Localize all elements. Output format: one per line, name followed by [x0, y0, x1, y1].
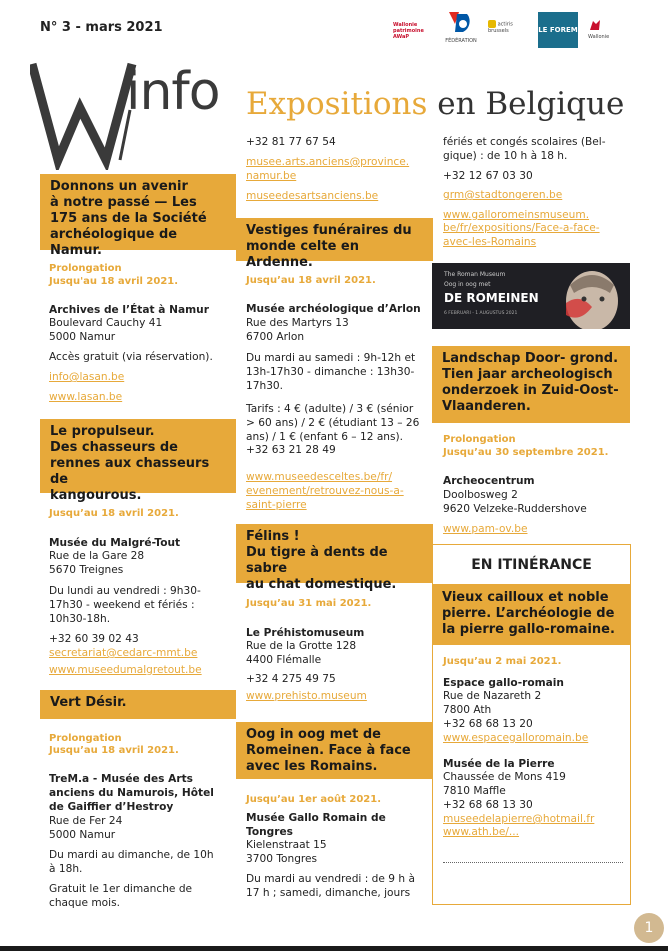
- actiris-square-icon: [488, 20, 496, 28]
- email-link[interactable]: namur.be: [246, 170, 297, 182]
- venue-name: Musée du Malgré-Tout: [49, 537, 181, 549]
- exhibit-title-line: Donnons un avenir: [50, 179, 188, 194]
- venue-name: de Gaiffier d’Hestroy: [49, 801, 174, 813]
- exhibit-title-line: Tien jaar archeologisch: [442, 367, 613, 382]
- phone-number: +32 4 275 49 75: [246, 673, 336, 685]
- exhibit-title-line: pierre. L’archéologie de: [442, 606, 615, 621]
- exhibit-date: Jusqu’au 2 mai 2021.: [443, 656, 562, 667]
- tarifs: > 60 ans) / 2 € (étudiant 13 – 26: [246, 417, 420, 429]
- website-link[interactable]: www.pam-ov.be: [443, 523, 528, 535]
- exhibit-title-box: [236, 218, 433, 270]
- partner-logo-actiris-label: actiris brussels: [488, 21, 513, 34]
- website-link[interactable]: www.prehisto.museum: [246, 690, 367, 702]
- poster-museum-name: The Roman Museum: [444, 271, 506, 278]
- exhibit-title-line: onderzoek in Zuid-Oost-: [442, 383, 619, 398]
- venue-address: 5000 Namur: [49, 331, 116, 343]
- phone-number: +32 12 67 03 30: [443, 170, 533, 182]
- exhibit-title-box: [236, 524, 433, 592]
- venue-name: anciens du Namurois, Hôtel: [49, 787, 214, 799]
- venue-name: Musée de la Pierre: [443, 758, 555, 770]
- exhibit-title-line: à notre passé — Les: [50, 195, 197, 210]
- exhibit-date: Jusqu’au 18 avril 2021.: [246, 275, 376, 286]
- venue-address: Rue des Martyrs 13: [246, 317, 349, 329]
- venue-name: TreM.a - Musée des Arts: [49, 773, 193, 785]
- venue-name: Archeocentrum: [443, 475, 535, 487]
- venue-address: Rue de la Gare 28: [49, 550, 145, 562]
- exhibit-title-box: [432, 585, 631, 645]
- roman-face-icon: [550, 263, 630, 329]
- venue-address: Rue de la Grotte 128: [246, 640, 357, 652]
- website-link[interactable]: www.museedesceltes.be/fr/: [246, 471, 393, 483]
- exhibit-title-box: [40, 690, 236, 719]
- exhibit-title-line: Oog in oog met de: [246, 727, 381, 742]
- partner-logo-wallonie: [588, 18, 624, 40]
- website-link[interactable]: be/fr/expositions/Face-a-face-: [443, 222, 600, 234]
- poster-title: DE ROMEINEN: [444, 291, 539, 305]
- website-link[interactable]: museedesartsanciens.be: [246, 190, 379, 202]
- exhibit-title-line: Des chasseurs de: [50, 440, 178, 455]
- website-link[interactable]: www.espacegalloromain.be: [443, 732, 589, 744]
- free-entry-info: Gratuit le 1er dimanche de: [49, 883, 193, 895]
- section-heading-itinerance: EN ITINÉRANCE: [432, 544, 631, 585]
- email-link[interactable]: musee.arts.anciens@province.: [246, 156, 410, 168]
- opening-hours: 17 h ; samedi, dimanche, jours: [246, 887, 411, 899]
- opening-hours: Du mardi au samedi : 9h-12h et: [246, 352, 416, 364]
- opening-hours: 13h-17h30 - dimanche : 13h30-: [246, 366, 415, 378]
- exhibition-poster: [432, 263, 630, 329]
- venue-name: Musée Gallo Romain de: [246, 812, 386, 824]
- partner-logos: [393, 10, 629, 50]
- exhibit-date: Jusqu’au 31 mai 2021.: [246, 598, 372, 609]
- venue-address: 3700 Tongres: [246, 853, 318, 865]
- venue-address: Chaussée de Mons 419: [443, 771, 566, 783]
- page-title: [246, 86, 624, 122]
- opening-hours: fériés et congés scolaires (Bel-: [443, 136, 606, 148]
- page-title-part2: en Belgique: [437, 86, 625, 122]
- partner-logo-federation-label: FÉDÉRATION: [445, 38, 477, 44]
- exhibit-title-line: archéologique de Namur.: [50, 227, 178, 258]
- opening-hours: 17h30.: [246, 380, 284, 392]
- phone-number: +32 81 77 67 54: [246, 136, 336, 148]
- venue-name: Le Préhistomuseum: [246, 627, 365, 639]
- opening-hours: gique) : de 10 h à 18 h.: [443, 150, 568, 162]
- venue-address: 9620 Velzeke-Ruddershove: [443, 503, 587, 515]
- exhibit-title-box: [236, 722, 433, 779]
- rooster-icon: [588, 18, 602, 32]
- email-link[interactable]: grm@stadtongeren.be: [443, 189, 563, 201]
- exhibit-date: Jusqu’au 18 avril 2021.: [49, 745, 179, 756]
- opening-hours: Du lundi au vendredi : 9h30-: [49, 585, 201, 597]
- page-title-part1: Expositions: [246, 86, 428, 122]
- venue-name: Archives de l’État à Namur: [49, 304, 209, 316]
- venue-address: Boulevard Cauchy 41: [49, 317, 163, 329]
- exhibit-title-line: kangourous.: [50, 488, 142, 503]
- dotted-divider: [443, 862, 623, 863]
- prolongation-label: Prolongation: [49, 733, 122, 744]
- partner-logo-awap: Wallonie patrimoine AWaP: [393, 22, 424, 40]
- partner-logo-wallonie-label: Wallonie: [588, 34, 610, 40]
- website-link[interactable]: www.ath.be/...: [443, 826, 520, 838]
- exhibit-title-line: Vestiges funéraires du: [246, 223, 412, 238]
- website-link[interactable]: saint-pierre: [246, 499, 307, 511]
- exhibit-date: Jusqu’au 30 septembre 2021.: [443, 447, 609, 458]
- free-entry-info: chaque mois.: [49, 897, 120, 909]
- venue-address: Rue de Fer 24: [49, 815, 123, 827]
- email-link[interactable]: secretariat@cedarc-mmt.be: [49, 647, 198, 659]
- website-link[interactable]: www.galloromeinsmuseum.: [443, 209, 590, 221]
- venue-address: 5000 Namur: [49, 829, 116, 841]
- federation-emblem-icon: [441, 10, 477, 36]
- phone-number: +32 63 21 28 49: [246, 444, 336, 456]
- website-link[interactable]: www.museedumalgretout.be: [49, 664, 202, 676]
- exhibit-date: Jusqu’au 18 avril 2021.: [49, 508, 179, 519]
- venue-address: Doolbosweg 2: [443, 489, 518, 501]
- prolongation-label: Prolongation: [49, 263, 122, 274]
- website-link[interactable]: evenement/retrouvez-nous-a-: [246, 485, 404, 497]
- website-link[interactable]: avec-les-Romains: [443, 236, 537, 248]
- tarifs: Tarifs : 4 € (adulte) / 3 € (sénior: [246, 403, 414, 415]
- partner-logo-actiris: [488, 20, 533, 34]
- exhibit-title-line: Vert Désir.: [50, 695, 127, 710]
- exhibit-title-line: au chat domestique.: [246, 577, 397, 592]
- tarifs: ans) / 1 € (enfant 6 – 12 ans).: [246, 431, 404, 443]
- opening-hours: à 18h.: [49, 863, 83, 875]
- opening-hours: Du mardi au vendredi : de 9 h à: [246, 873, 415, 885]
- venue-address: Kielenstraat 15: [246, 839, 327, 851]
- phone-number: +32 68 68 13 20: [443, 718, 533, 730]
- exhibit-title-line: Félins !: [246, 529, 300, 544]
- exhibit-title-box: [432, 346, 630, 423]
- prolongation-label: Prolongation: [443, 434, 516, 445]
- exhibit-title-line: la pierre gallo-romaine.: [442, 622, 615, 637]
- page-number: 1: [634, 913, 664, 943]
- exhibit-title-line: Landschap Door- grond.: [442, 351, 619, 366]
- website-link[interactable]: www.lasan.be: [49, 391, 123, 403]
- opening-hours: 10h30-18h.: [49, 613, 111, 625]
- email-link[interactable]: info@lasan.be: [49, 371, 125, 383]
- phone-number: +32 60 39 02 43: [49, 633, 139, 645]
- exhibit-title-line: avec les Romains.: [246, 759, 378, 774]
- phone-number: +32 68 68 13 30: [443, 799, 533, 811]
- venue-name: Musée archéologique d’Arlon: [246, 303, 421, 315]
- logo-text: info: [126, 62, 220, 122]
- venue-name: Espace gallo-romain: [443, 677, 564, 689]
- venue-address: 7800 Ath: [443, 704, 492, 716]
- issue-number: N° 3 - mars 2021: [40, 20, 163, 35]
- email-link[interactable]: museedelapierre@hotmail.fr: [443, 813, 595, 825]
- exhibit-title-line: monde celte en Ardenne.: [246, 239, 359, 270]
- exhibit-title-line: Vieux cailloux et noble: [442, 590, 609, 605]
- access-info: Accès gratuit (via réservation).: [49, 351, 213, 363]
- partner-logo-forem: LE FOREM: [538, 12, 578, 48]
- exhibit-title-box: [40, 419, 236, 503]
- exhibit-title-line: Du tigre à dents de sabre: [246, 545, 388, 576]
- opening-hours: Du mardi au dimanche, de 10h: [49, 849, 214, 861]
- venue-address: 6700 Arlon: [246, 331, 305, 343]
- exhibit-title-line: Romeinen. Face à face: [246, 743, 411, 758]
- venue-address: 4400 Flémalle: [246, 654, 322, 666]
- partner-logo-federation: [441, 10, 481, 50]
- exhibit-title-line: rennes aux chasseurs de: [50, 456, 210, 487]
- exhibit-date: Jusqu'au 18 avril 2021.: [49, 276, 179, 287]
- poster-dates: 6 FEBRUARI - 1 AUGUSTUS 2021: [444, 311, 518, 316]
- exhibit-title-line: Vlaanderen.: [442, 399, 531, 414]
- venue-address: Rue de Nazareth 2: [443, 690, 542, 702]
- exhibit-title-line: Le propulseur.: [50, 424, 155, 439]
- venue-address: 5670 Treignes: [49, 564, 124, 576]
- venue-address: 7810 Maffle: [443, 785, 506, 797]
- poster-subtitle: Oog in oog met: [444, 281, 491, 288]
- exhibit-date: Jusqu’au 1er août 2021.: [246, 794, 381, 805]
- footer-bar: [0, 946, 668, 951]
- opening-hours: 17h30 - weekend et fériés :: [49, 599, 195, 611]
- exhibit-title-line: 175 ans de la Société: [50, 211, 207, 226]
- exhibit-title-box: [40, 174, 236, 258]
- venue-name: Tongres: [246, 826, 293, 838]
